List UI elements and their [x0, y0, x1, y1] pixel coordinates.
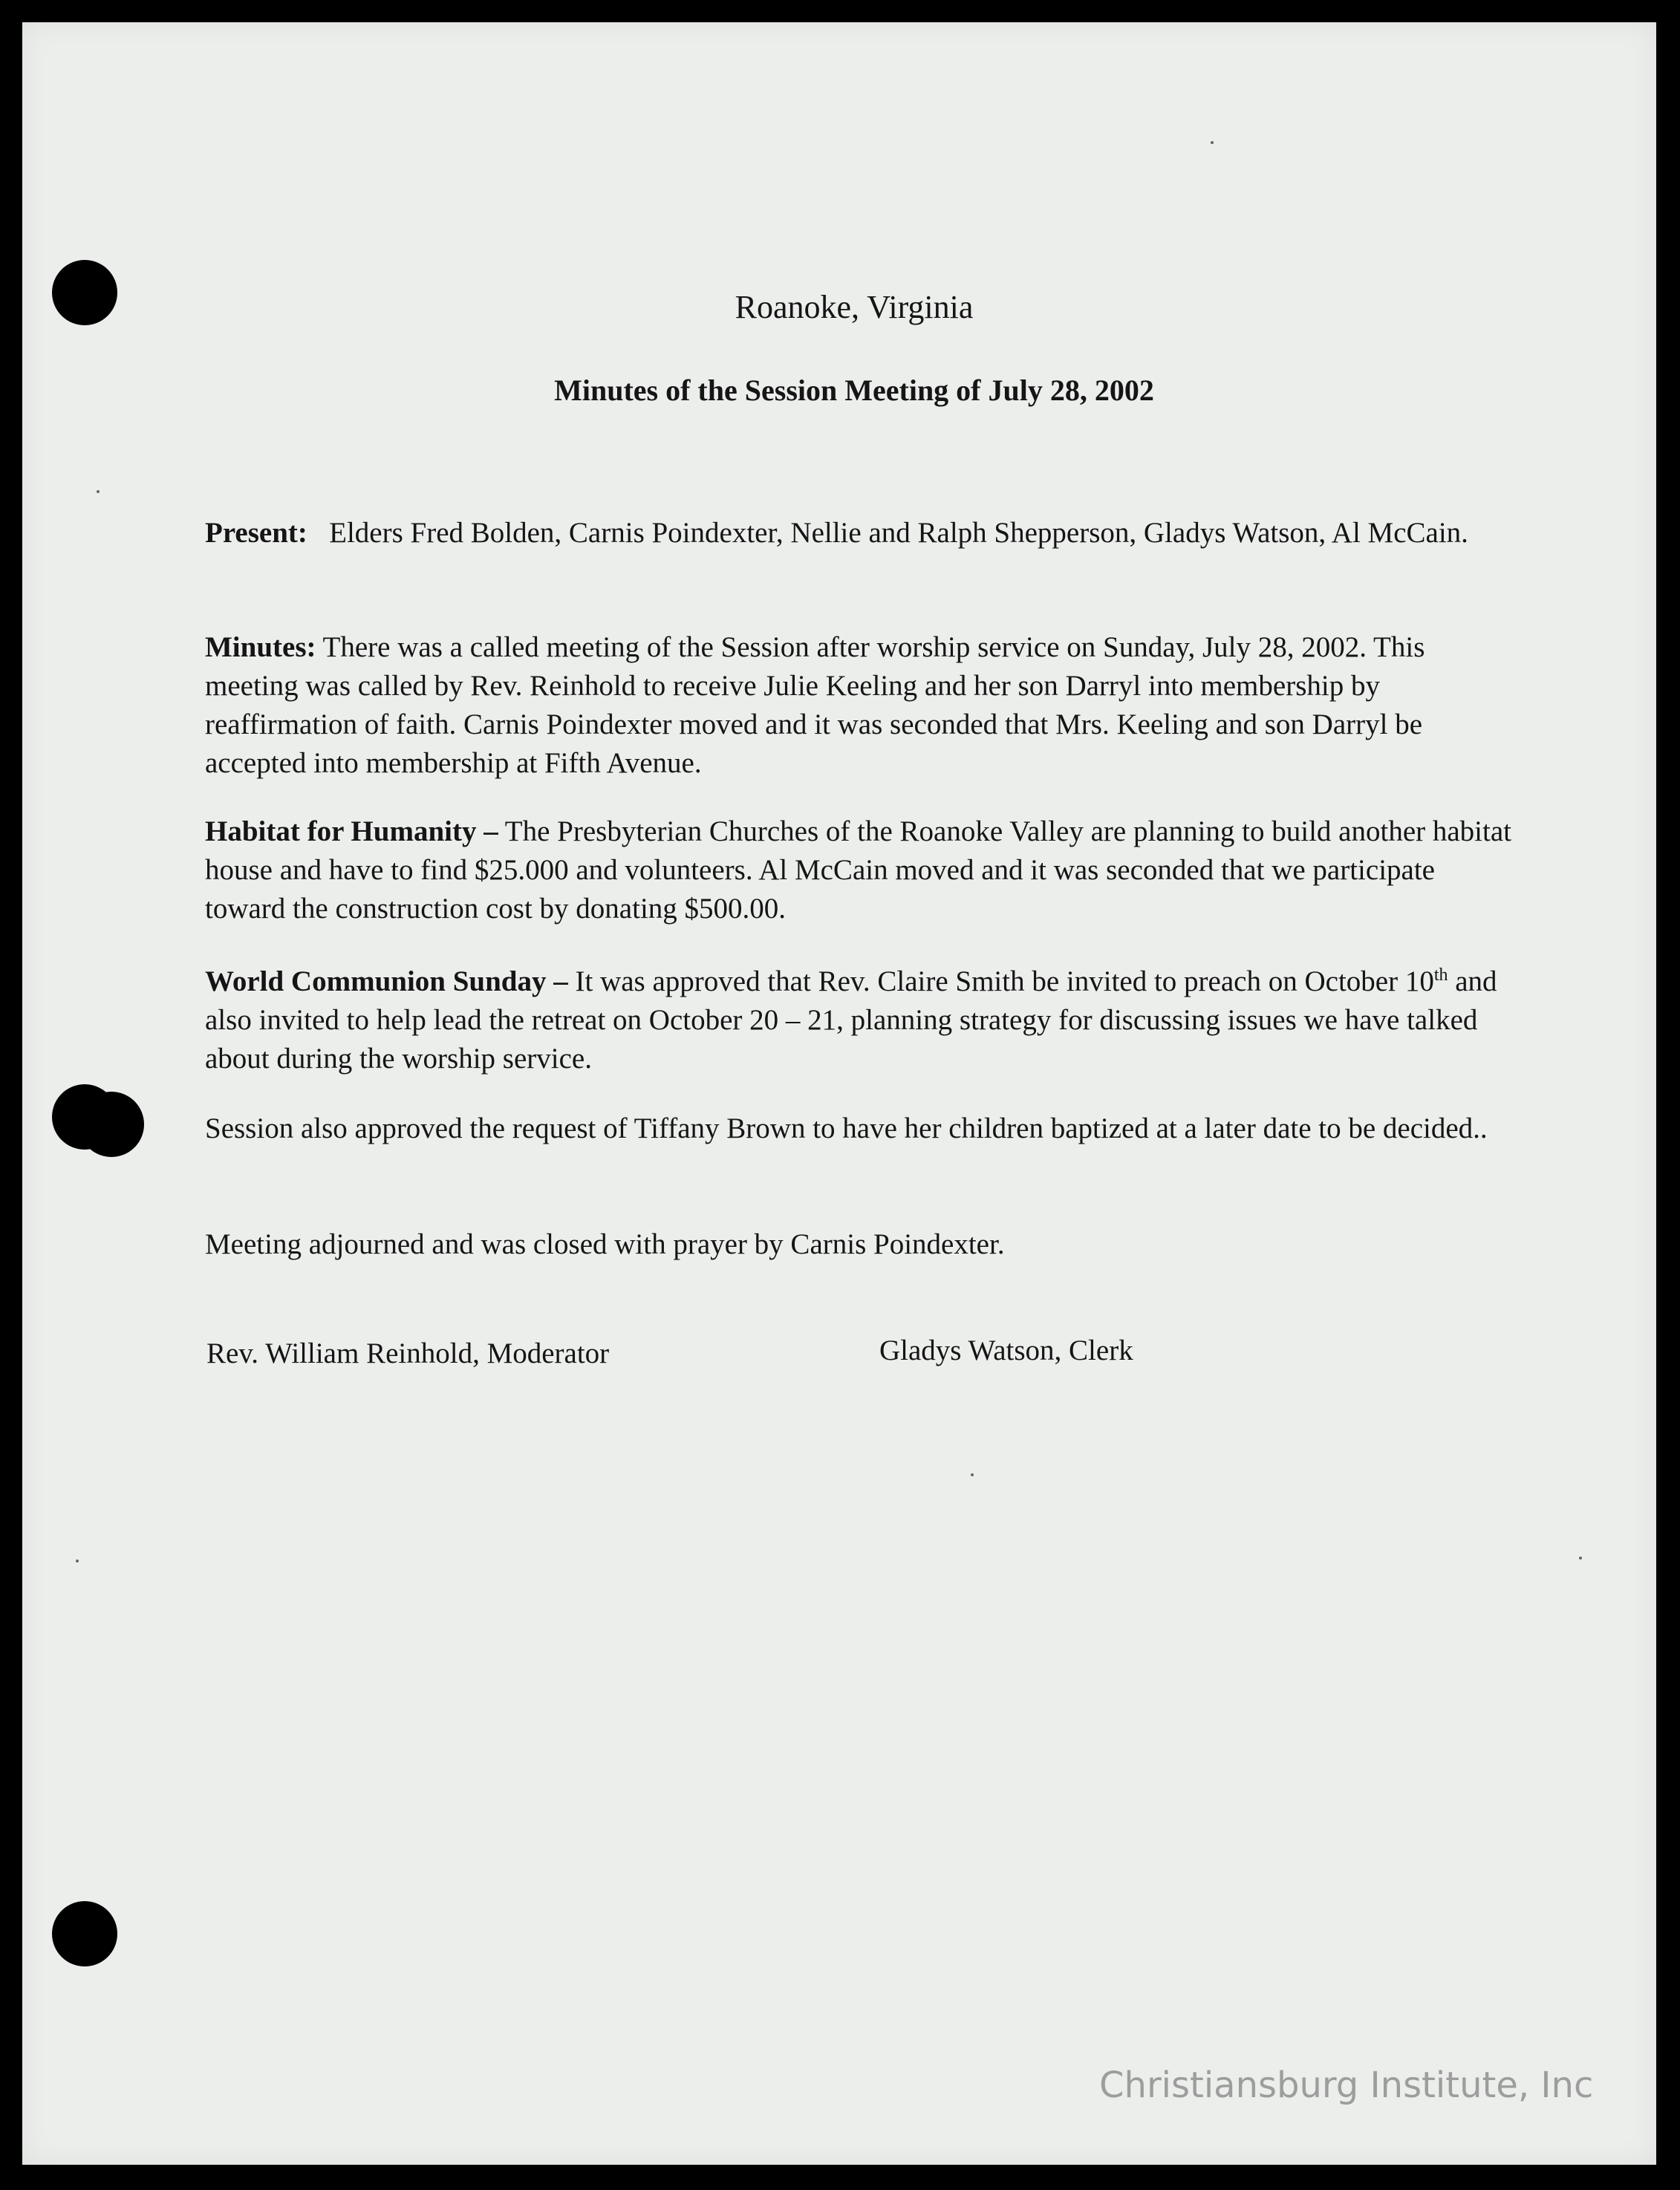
habitat-text: The Presbyterian Churches of the Roanoke Valley are planning to build another habitat house and have to find $25.000 and volunteers. Al McCain moved and it was seconded that we participate toward the construction cost by donating $500.00.: [205, 815, 1511, 925]
clerk-signature-line: Gladys Watson, Clerk: [879, 1334, 1133, 1366]
present-paragraph: [205, 514, 1512, 553]
ordinal-superscript: th: [1433, 965, 1448, 985]
present-text: Elders Fred Bolden, Carnis Poindexter, Nellie and Ralph Shepperson, Gladys Watson, Al McCain.: [329, 517, 1468, 549]
present-label: Present:: [205, 517, 307, 549]
world-communion-text-after: and also invited to help lead the retreat on October 20 – 21, planning strategy for discussing issues we have talked about during the worship service.: [205, 965, 1497, 1075]
world-communion-paragraph: [205, 962, 1512, 1078]
session-paragraph: Session also approved the request of Tiffany Brown to have her children baptized at a later date to be decided..: [205, 1112, 1488, 1144]
punch-hole: [79, 1092, 144, 1157]
habitat-label: Habitat for Humanity –: [205, 815, 498, 847]
minutes-label: Minutes:: [205, 631, 316, 663]
world-communion-text-before: It was approved that Rev. Claire Smith be invited to preach on October 10: [575, 965, 1434, 997]
paper-speck: [1579, 1557, 1582, 1560]
minutes-paragraph: [205, 628, 1512, 783]
paper-speck: [76, 1560, 79, 1562]
minutes-text: There was a called meeting of the Session after worship service on Sunday, July 28, 2002. This meeting was called by Rev. Reinhold to receive Julie Keeling and her son Darryl into membership by reaffirmation of faith. Carnis Poindexter moved and it was seconded that Mrs. Keeling and son Darryl be accepted into membership at Fifth Avenue.: [205, 631, 1425, 779]
world-communion-label: World Communion Sunday –: [205, 965, 568, 997]
moderator-signature-line: Rev. William Reinhold, Moderator: [206, 1337, 610, 1369]
document-title: Minutes of the Session Meeting of July 28, 2002: [554, 374, 1154, 407]
document-page: [22, 22, 1656, 2165]
paper-speck: [971, 1473, 974, 1476]
punch-hole: [52, 1901, 117, 1966]
paper-speck: [1211, 141, 1214, 144]
adjourn-paragraph: Meeting adjourned and was closed with prayer by Carnis Poindexter.: [205, 1228, 1005, 1260]
habitat-paragraph: [205, 812, 1512, 928]
paper-speck: [97, 490, 100, 493]
city-heading: Roanoke, Virginia: [735, 289, 974, 325]
watermark-text: Christiansburg Institute, Inc: [1099, 2064, 1594, 2106]
